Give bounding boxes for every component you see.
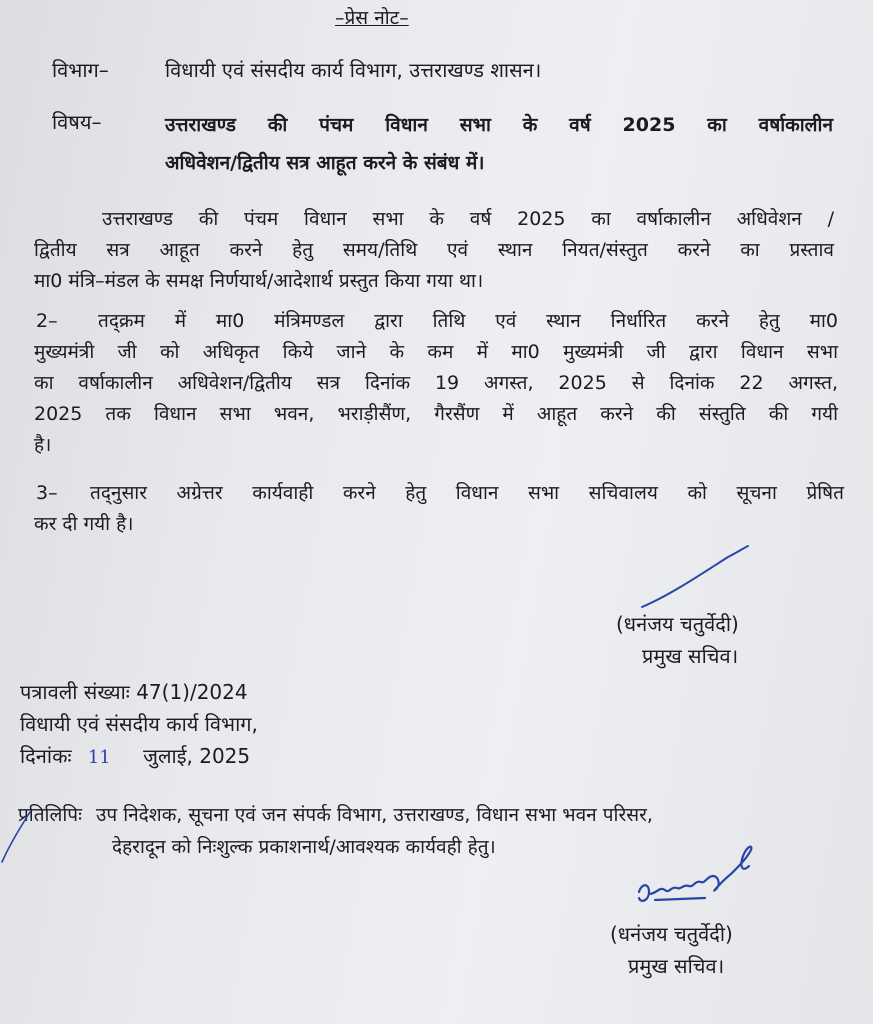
date-day: 11 <box>87 747 111 768</box>
signatory-name: (धनंजय चतुर्वेदी) <box>616 612 739 636</box>
paragraph-3-number: 3– <box>36 482 58 504</box>
paragraph-2 <box>34 306 838 461</box>
file-reference <box>20 676 258 774</box>
copy-line-2: देहरादून को निःशुल्क प्रकाशनार्थ/आवश्यक कार्यवही हेतु। <box>112 836 496 858</box>
paragraph-line: का वर्षाकालीन अधिवेशन/द्वितीय सत्र दिनांक 19 अगस्त, 2025 से दिनांक 22 अगस्त, <box>34 372 838 394</box>
file-date <box>20 740 258 774</box>
paragraph-line: है। <box>34 434 52 456</box>
margin-mark-icon <box>0 808 40 868</box>
paragraph-line: मुख्यमंत्री जी को अधिकृत किये जाने के कम में मा0 मुख्यमंत्री जी द्वारा विधान सभा <box>34 341 838 363</box>
file-department: विधायी एवं संसदीय कार्य विभाग, <box>20 712 258 736</box>
signatory-designation: प्रमुख सचिव। <box>642 644 739 668</box>
paragraph-line: द्वितीय सत्र आहूत करने हेतु समय/तिथि एवं स्थान नियत/संस्तुत करने का प्रस्ताव <box>34 239 834 261</box>
subject-line: अधिवेशन/द्वितीय सत्र आहूत करने के संबंध में। <box>165 152 485 174</box>
signature-block-1 <box>616 608 739 672</box>
paragraph-line: तद्क्रम में मा0 मंत्रिमण्डल द्वारा तिथि एवं स्थान निर्धारित करने हेतु मा0 <box>98 310 838 332</box>
paragraph-line: 2025 तक विधान सभा भवन, भराड़ीसैंण, गैरसैंण में आहूत करने की संस्तुति की गयी <box>34 403 838 425</box>
paragraph-3 <box>34 478 844 540</box>
copy-line-1: उप निदेशक, सूचना एवं जन संपर्क विभाग, उत्तराखण्ड, विधान सभा भवन परिसर, <box>95 804 653 826</box>
paragraph-line: मा0 मंत्रि–मंडल के समक्ष निर्णयार्थ/आदेशार्थ प्रस्तुत किया गया था। <box>34 270 484 292</box>
paragraph-1 <box>34 204 834 297</box>
signature-block-2 <box>610 918 733 982</box>
subject-label: विषय– <box>52 110 102 134</box>
paragraph-line: कर दी गयी है। <box>34 513 134 535</box>
paragraph-line: उत्तराखण्ड की पंचम विधान सभा के वर्ष 2025 का वर्षाकालीन अधिवेशन / <box>102 208 834 230</box>
date-month-year: जुलाई, 2025 <box>143 744 251 768</box>
department-label: विभाग– <box>52 58 109 82</box>
department-value: विधायी एवं संसदीय कार्य विभाग, उत्तराखण्ड शासन। <box>165 58 542 82</box>
copy-to <box>18 799 653 863</box>
paragraph-line: तद्नुसार अग्रेत्तर कार्यवाही करने हेतु विधान सभा सचिवालय को सूचना प्रेषित <box>90 482 844 504</box>
paragraph-2-number: 2– <box>36 310 58 332</box>
subject-text <box>165 106 833 182</box>
handwritten-signature-icon <box>635 840 775 920</box>
signatory-designation: प्रमुख सचिव। <box>628 954 725 978</box>
signatory-name: (धनंजय चतुर्वेदी) <box>610 922 733 946</box>
page-title: –प्रेस नोट– <box>335 7 409 29</box>
subject-line: उत्तराखण्ड की पंचम विधान सभा के वर्ष 2025 का वर्षाकालीन <box>165 114 833 136</box>
file-number: पत्रावली संख्याः 47(1)/2024 <box>20 680 248 704</box>
copy-label: प्रतिलिपिः <box>18 804 82 826</box>
date-label: दिनांकः <box>20 744 72 768</box>
